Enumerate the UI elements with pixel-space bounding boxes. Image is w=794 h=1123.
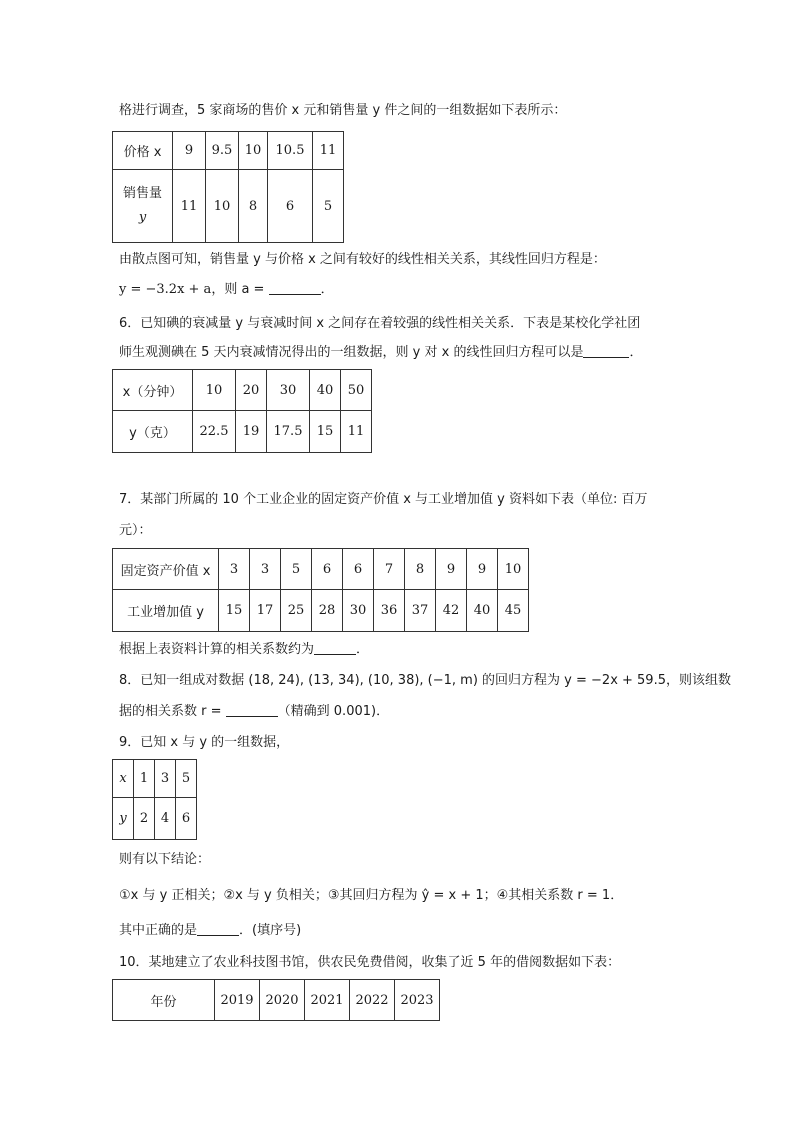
q6-line2: 师生观测碘在 5 天内衰减情况得出的一组数据，则 y 对 x 的线性回归方程可以是 bbox=[119, 345, 584, 360]
table-cell: 5 bbox=[176, 760, 197, 798]
table-cell: 28 bbox=[312, 590, 343, 632]
q5-text: 由散点图可知，销售量 y 与价格 x 之间有较好的线性相关关系，其线性回归方程是： bbox=[119, 252, 606, 267]
table-cell: 2021 bbox=[305, 980, 350, 1021]
table-cell: 9 bbox=[173, 132, 206, 170]
table-cell: 3 bbox=[250, 549, 281, 590]
intro-line: 格进行调查，5 家商场的售价 x 元和销售量 y 件之间的一组数据如下表所示： bbox=[119, 103, 567, 118]
q9-line4b: ．(填序号) bbox=[239, 923, 302, 938]
table-row-label-line2: y bbox=[138, 210, 147, 225]
table-cell: 2019 bbox=[215, 980, 260, 1021]
table-cell: 6 bbox=[343, 549, 374, 590]
table-row-label bbox=[113, 170, 173, 243]
table-cell: 2 bbox=[134, 798, 155, 840]
table-cell: 7 bbox=[374, 549, 405, 590]
q7-line3: 根据上表资料计算的相关系数约为 bbox=[119, 642, 315, 657]
table-row-label: 价格 x bbox=[113, 132, 173, 170]
table-cell: 40 bbox=[467, 590, 498, 632]
table-row-label: 年份 bbox=[113, 980, 215, 1021]
table-row-label: 工业增加值 y bbox=[113, 590, 219, 632]
table-cell: 10 bbox=[193, 370, 236, 411]
q9-line1: 9．已知 x 与 y 的一组数据， bbox=[119, 735, 290, 750]
table-cell: 2022 bbox=[350, 980, 395, 1021]
q9-line2: 则有以下结论： bbox=[119, 852, 211, 867]
q5-end: ． bbox=[320, 282, 334, 297]
answer-blank[interactable] bbox=[269, 281, 321, 295]
table-cell: 10 bbox=[239, 132, 268, 170]
table-cell: 5 bbox=[313, 170, 344, 243]
answer-blank[interactable] bbox=[583, 344, 629, 358]
table-cell: 3 bbox=[219, 549, 250, 590]
answer-blank[interactable] bbox=[314, 641, 356, 655]
q7-line2: 元）： bbox=[119, 523, 152, 538]
table-cell: 10 bbox=[206, 170, 239, 243]
q6-end: ． bbox=[629, 345, 643, 360]
q9-line4a: 其中正确的是 bbox=[119, 923, 198, 938]
q8-line2b: （精确到 0.001)． bbox=[277, 704, 390, 719]
table-cell: 17 bbox=[250, 590, 281, 632]
q6-line1: 6．已知碘的衰减量 y 与衰减时间 x 之间存在着较强的线性相关关系．下表是某校化学社团 bbox=[119, 316, 641, 331]
table-cell: 2020 bbox=[260, 980, 305, 1021]
table-cell: 22.5 bbox=[193, 411, 236, 453]
table-cell: 11 bbox=[313, 132, 344, 170]
table-cell: 3 bbox=[155, 760, 176, 798]
table-cell: 5 bbox=[281, 549, 312, 590]
industry-assets-table bbox=[112, 548, 529, 632]
q7-end: ． bbox=[356, 642, 370, 657]
table-cell: 30 bbox=[343, 590, 374, 632]
q5-equation: y = −3.2x + a bbox=[119, 282, 212, 297]
table-cell: 2023 bbox=[395, 980, 440, 1021]
table-cell: 6 bbox=[312, 549, 343, 590]
table-cell: 10 bbox=[498, 549, 529, 590]
table-row-label: x（分钟） bbox=[113, 370, 193, 411]
table-row bbox=[113, 980, 440, 1021]
table-cell: 4 bbox=[155, 798, 176, 840]
table-cell: 45 bbox=[498, 590, 529, 632]
xy-data-table bbox=[112, 759, 197, 840]
table-row bbox=[113, 590, 529, 632]
table-cell: 42 bbox=[436, 590, 467, 632]
table-row-label: y（克） bbox=[113, 411, 193, 453]
q8-line1: 8．已知一组成对数据 (18, 24), (13, 34), (10, 38), (−1, m) 的回归方程为 y = −2x + 59.5，则该组数 bbox=[119, 673, 731, 688]
table-cell: 40 bbox=[310, 370, 341, 411]
table-cell: 8 bbox=[405, 549, 436, 590]
table-row-label-line1: 销售量 bbox=[122, 186, 162, 201]
table-row-label: x bbox=[113, 760, 134, 798]
table-row bbox=[113, 760, 197, 798]
table-row bbox=[113, 798, 197, 840]
table-cell: 9 bbox=[436, 549, 467, 590]
table-cell: 37 bbox=[405, 590, 436, 632]
table-row bbox=[113, 411, 372, 453]
q10-line1: 10．某地建立了农业科技图书馆，供农民免费借阅，收集了近 5 年的借阅数据如下表： bbox=[119, 955, 621, 970]
table-row bbox=[113, 170, 344, 243]
q8-line2-wrap bbox=[119, 702, 389, 722]
q5-then: ，则 a = bbox=[211, 282, 265, 297]
table-cell: 1 bbox=[134, 760, 155, 798]
answer-blank[interactable] bbox=[226, 703, 278, 717]
table-cell: 30 bbox=[267, 370, 310, 411]
table-cell: 17.5 bbox=[267, 411, 310, 453]
table-cell: 9 bbox=[467, 549, 498, 590]
price-sales-table bbox=[112, 131, 344, 243]
table-row-label: 固定资产价值 x bbox=[113, 549, 219, 590]
table-cell: 9.5 bbox=[206, 132, 239, 170]
table-cell: 36 bbox=[374, 590, 405, 632]
q6-line2-wrap bbox=[119, 343, 642, 363]
table-row bbox=[113, 549, 529, 590]
table-cell: 11 bbox=[341, 411, 372, 453]
table-cell: 19 bbox=[236, 411, 267, 453]
table-cell: 15 bbox=[219, 590, 250, 632]
q7-line3-wrap bbox=[119, 640, 369, 660]
table-row bbox=[113, 370, 372, 411]
table-row-label: y bbox=[113, 798, 134, 840]
table-row bbox=[113, 132, 344, 170]
table-cell: 15 bbox=[310, 411, 341, 453]
q5-equation-line bbox=[119, 280, 334, 300]
q7-line1: 7．某部门所属的 10 个工业企业的固定资产价值 x 与工业增加值 y 资料如下表（单位: 百万 bbox=[119, 492, 648, 507]
library-years-table bbox=[112, 979, 440, 1021]
table-cell: 20 bbox=[236, 370, 267, 411]
table-cell: 10.5 bbox=[268, 132, 313, 170]
answer-blank[interactable] bbox=[197, 922, 239, 936]
table-cell: 50 bbox=[341, 370, 372, 411]
table-cell: 6 bbox=[176, 798, 197, 840]
table-cell: 6 bbox=[268, 170, 313, 243]
q9-line3: ①x 与 y 正相关；②x 与 y 负相关；③其回归方程为 ŷ = x + 1；④其相关系数 r = 1． bbox=[119, 888, 624, 903]
iodine-decay-table bbox=[112, 369, 372, 453]
table-cell: 11 bbox=[173, 170, 206, 243]
q9-line4-wrap bbox=[119, 921, 301, 941]
q8-line2a: 据的相关系数 r = bbox=[119, 704, 222, 719]
table-cell: 8 bbox=[239, 170, 268, 243]
table-cell: 25 bbox=[281, 590, 312, 632]
